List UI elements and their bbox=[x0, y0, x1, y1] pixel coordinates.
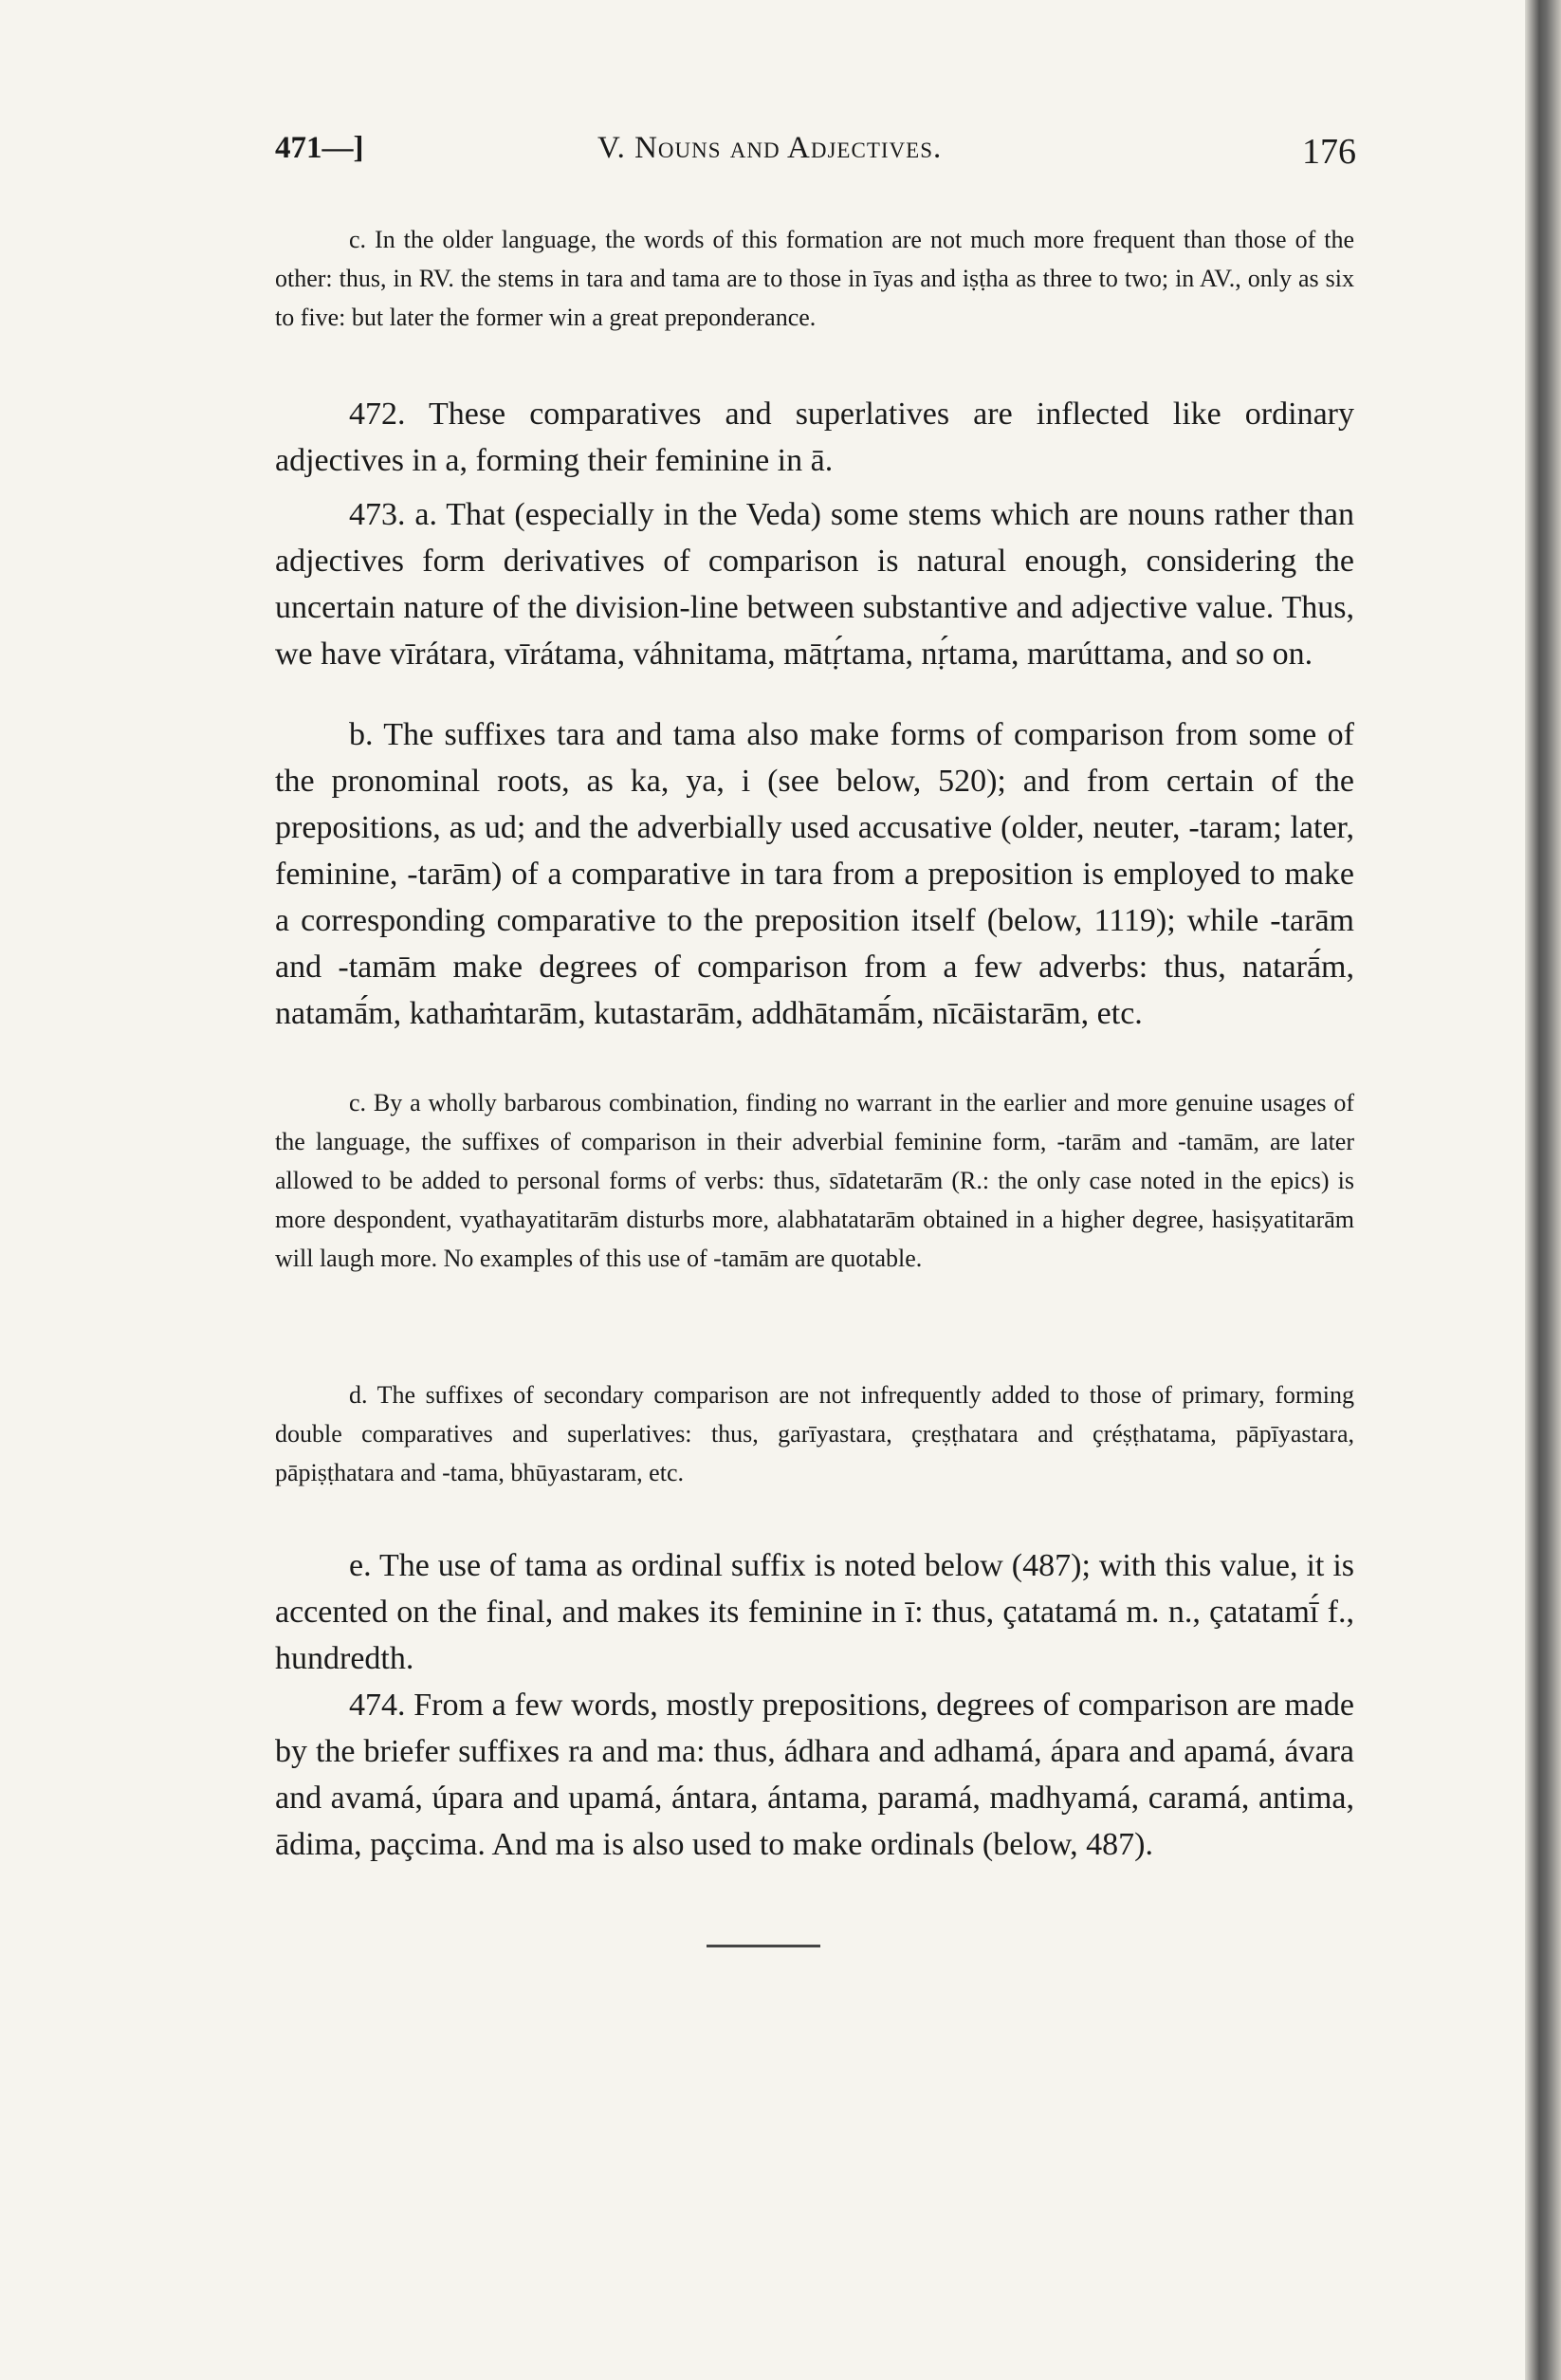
section-reference: 471—] bbox=[275, 131, 364, 165]
paragraph-472: 472. These comparatives and superlatives are inflected like ordinary adjectives in a, forming their feminine in ā. bbox=[275, 397, 1354, 478]
paragraph-474: 474. From a few words, mostly prepositions, degrees of comparison are made by the briefer suffixes ra and ma: thus, ádhara and adhamá, ápara and apamá, ávara and avamá, úpara and upamá, ántara, ántama, paramá, madhyamá, caramá, antima, ādima, paçcima. And ma is also used to make ordinals (below, 487). bbox=[275, 1688, 1354, 1862]
paragraph-473b: b. The suffixes tara and tama also make forms of comparison from some of the pronominal roots, as ka, ya, i (see below, 520); and from certain of the prepositions, as ud; and the adverbially used accusative (older, neuter, -taram; later, feminine, -tarām) of a comparative in tara from a preposition is employed to make a corresponding comparative to the preposition itself (below, 1119); while -tarām and -tamām make degrees of comparison from a few adverbs: thus, natarā́m, natamā́m, kathaṁtarām, kutastarām, addhātamā́m, nīcāistarām, etc. bbox=[275, 717, 1354, 1031]
paragraph-473a: 473. a. That (especially in the Veda) some stems which are nouns rather than adjectives form derivatives of comparison is natural enough, considering the uncertain nature of the division-line between substantive and adjective value. Thus, we have vīrátara, vīrátama, váhnitama, mātṛ́tama, nṛ́tama, marúttama, and so on. bbox=[275, 497, 1354, 672]
paragraph-473d: d. The suffixes of secondary comparison are not infrequently added to those of primary, forming double comparatives and superlatives: thus, garīyastara, çreṣṭhatara and çréṣṭhatama, pāpīyastara, pāpiṣṭhatara and -tama, bhūyastaram, etc. bbox=[275, 1381, 1354, 1486]
chapter-title: V. Nouns and Adjectives. bbox=[597, 131, 943, 165]
paragraph-471c: c. In the older language, the words of this formation are not much more frequent than those of the other: thus, in RV. the stems in tara and tama are to those in īyas and iṣṭha as three to two; in AV., only as six to five: but later the former win a great preponderance. bbox=[275, 226, 1354, 331]
end-rule bbox=[707, 1945, 820, 1947]
page-edge-shadow bbox=[1525, 0, 1561, 2380]
page-number: 176 bbox=[1302, 132, 1356, 172]
paragraph-473c: c. By a wholly barbarous combination, finding no warrant in the earlier and more genuine usages of the language, the suffixes of comparison in their adverbial feminine form, -tarām and -tamām, are later allowed to be added to personal forms of verbs: thus, sīdatetarām (R.: the only case noted in the epics) is more despondent, vyathayatitarām disturbs more, alabhatatarām obtained in a higher degree, hasiṣyatitarām will laugh more. No examples of this use of -tamām are quotable. bbox=[275, 1089, 1354, 1272]
paragraph-473e: e. The use of tama as ordinal suffix is noted below (487); with this value, it is accented on the final, and makes its feminine in ī: thus, çatatamá m. n., çatatamī́ f., hundredth. bbox=[275, 1548, 1354, 1676]
running-header bbox=[275, 131, 1356, 178]
